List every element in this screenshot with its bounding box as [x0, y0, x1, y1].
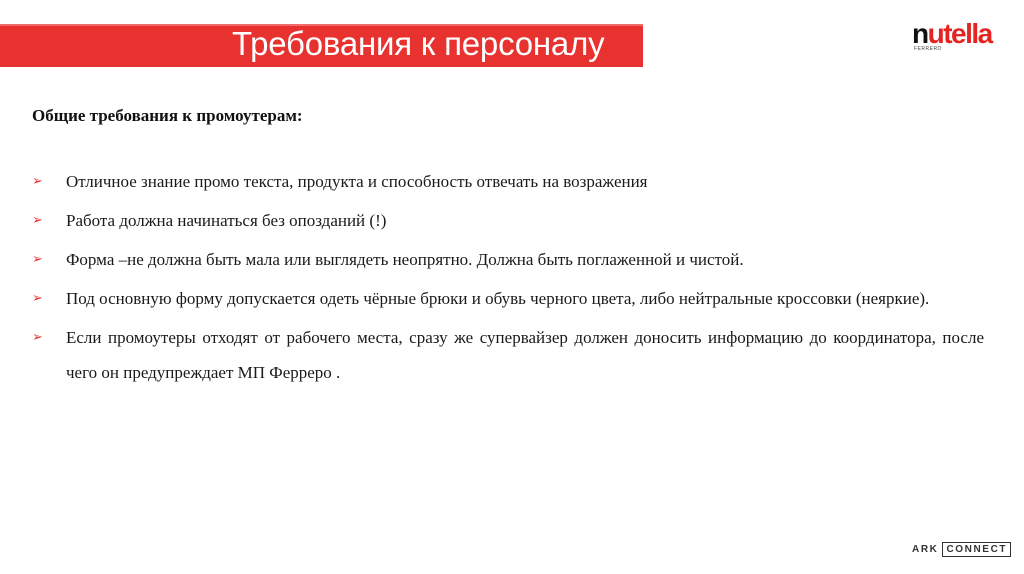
arrow-bullet-icon: ➢ — [32, 330, 43, 345]
logo-ferrero-sub: FERRERO — [914, 46, 942, 52]
list-item-text: Форма –не должна быть мала или выглядеть неопрятно. Должна быть поглаженной и чистой. — [66, 250, 744, 269]
arrow-bullet-icon: ➢ — [32, 213, 43, 228]
arrow-bullet-icon: ➢ — [32, 252, 43, 267]
nutella-logo — [912, 18, 1016, 52]
list-item — [32, 164, 984, 199]
list-item — [32, 320, 984, 390]
requirements-list — [32, 164, 984, 394]
list-item-text: Отличное знание промо текста, продукта и способность отвечать на возражения — [66, 172, 648, 191]
ark-connect-logo — [912, 541, 1011, 557]
list-item-text: Работа должна начинаться без опозданий (!) — [66, 211, 387, 230]
list-item — [32, 281, 984, 316]
list-item — [32, 242, 984, 277]
list-item-text: Если промоутеры отходят от рабочего места, сразу же супервайзер должен доносить информацию до координатора, после чего он предупреждает МП Ферреро . — [66, 328, 984, 382]
footer-connect-text: CONNECT — [942, 542, 1011, 557]
logo-letter-n: n — [912, 18, 928, 49]
page-title: Требования к персоналу — [232, 25, 605, 62]
logo-letters-rest: utella — [927, 18, 992, 49]
subheading: Общие требования к промоутерам: — [32, 106, 303, 125]
arrow-bullet-icon: ➢ — [32, 291, 43, 306]
footer-ark-text: ARK — [912, 543, 939, 555]
arrow-bullet-icon: ➢ — [32, 174, 43, 189]
list-item-text: Под основную форму допускается одеть чёрные брюки и обувь черного цвета, либо нейтральные кроссовки (неяркие). — [66, 289, 930, 308]
list-item — [32, 203, 984, 238]
